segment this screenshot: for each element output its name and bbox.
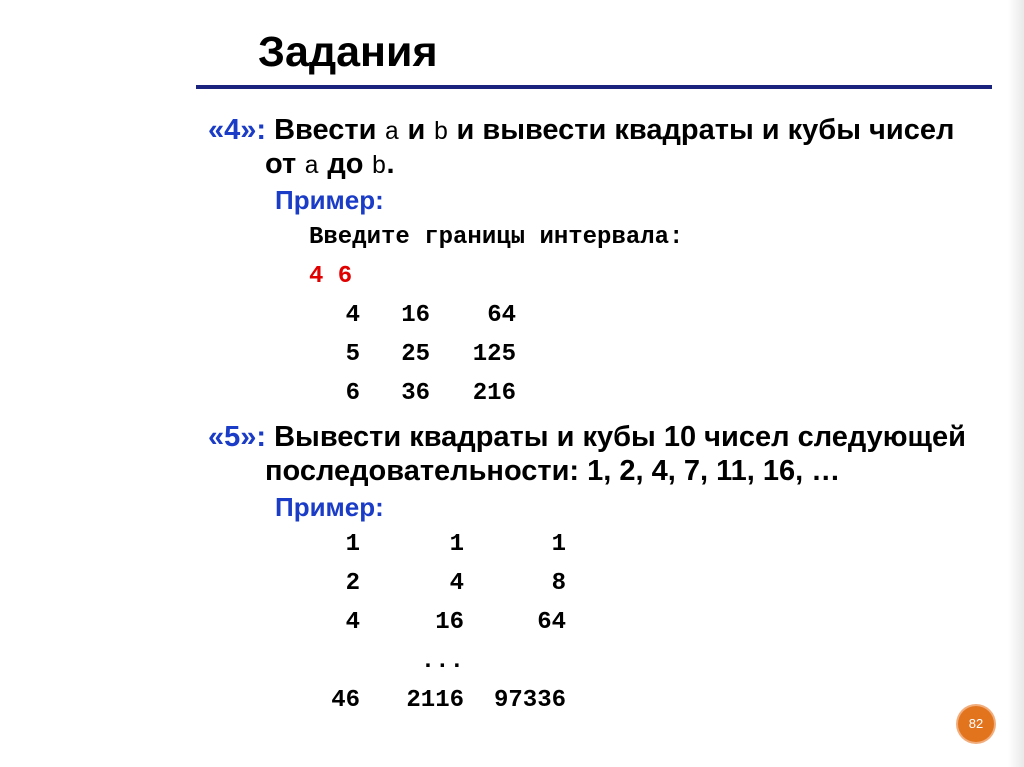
table-cell: 64 (537, 609, 566, 636)
table-cell: 46 (331, 687, 360, 714)
page-number-badge: 82 (958, 706, 994, 742)
table-cell: 36 (401, 380, 430, 407)
task4-prompt: Введите границы интервала: (309, 224, 684, 251)
task4-input: 4 6 (309, 263, 353, 290)
slide-title: Задания (258, 28, 438, 76)
task4-text-part2: и (399, 114, 434, 146)
table-cell: 4 (345, 609, 360, 636)
task4-line2-part2: до (319, 148, 372, 180)
table-cell: 2 (345, 570, 360, 597)
task4-text-part3: и вывести квадраты и кубы чисел (448, 114, 955, 146)
page-edge-shadow (1008, 0, 1024, 767)
task5-line1 (208, 419, 966, 455)
table-cell: 5 (345, 341, 360, 368)
table-cell: 4 (449, 570, 464, 597)
task5-line2: последовательности: 1, 2, 4, 7, 11, 16, … (265, 455, 841, 487)
table-cell: 97336 (493, 687, 566, 714)
task4-text-part1: Ввести (266, 114, 385, 146)
table-cell: 64 (487, 302, 516, 329)
task5-tag: «5»: (208, 421, 267, 453)
table-cell: 25 (401, 341, 430, 368)
table-ellipsis: ... (420, 648, 464, 675)
table-cell: 2116 (406, 687, 464, 714)
task5-text-line1: Вывести квадраты и кубы 10 чисел следующей (266, 421, 966, 453)
task4-line2-var-b: b (371, 152, 387, 181)
table-cell: 16 (435, 609, 464, 636)
table-cell: 6 (345, 380, 360, 407)
task4-var-a: a (384, 118, 400, 147)
table-cell: 125 (472, 341, 516, 368)
task4-var-b: b (433, 118, 449, 147)
task4-line2-var-a: a (304, 152, 320, 181)
task5-example-label: Пример: (275, 492, 384, 522)
table-cell: 1 (345, 531, 360, 558)
table-cell: 1 (551, 531, 566, 558)
table-cell: 8 (551, 570, 566, 597)
table-cell: 16 (401, 302, 430, 329)
title-underline (196, 85, 992, 89)
task4-tag: «4»: (208, 114, 267, 146)
task4-line2-part3: . (386, 148, 395, 180)
task4-example-label: Пример: (275, 185, 384, 215)
table-cell: 216 (472, 380, 516, 407)
task4-line2 (265, 146, 395, 185)
task4-line2-part1: от (265, 148, 305, 180)
table-cell: 4 (345, 302, 360, 329)
table-cell: 1 (449, 531, 464, 558)
